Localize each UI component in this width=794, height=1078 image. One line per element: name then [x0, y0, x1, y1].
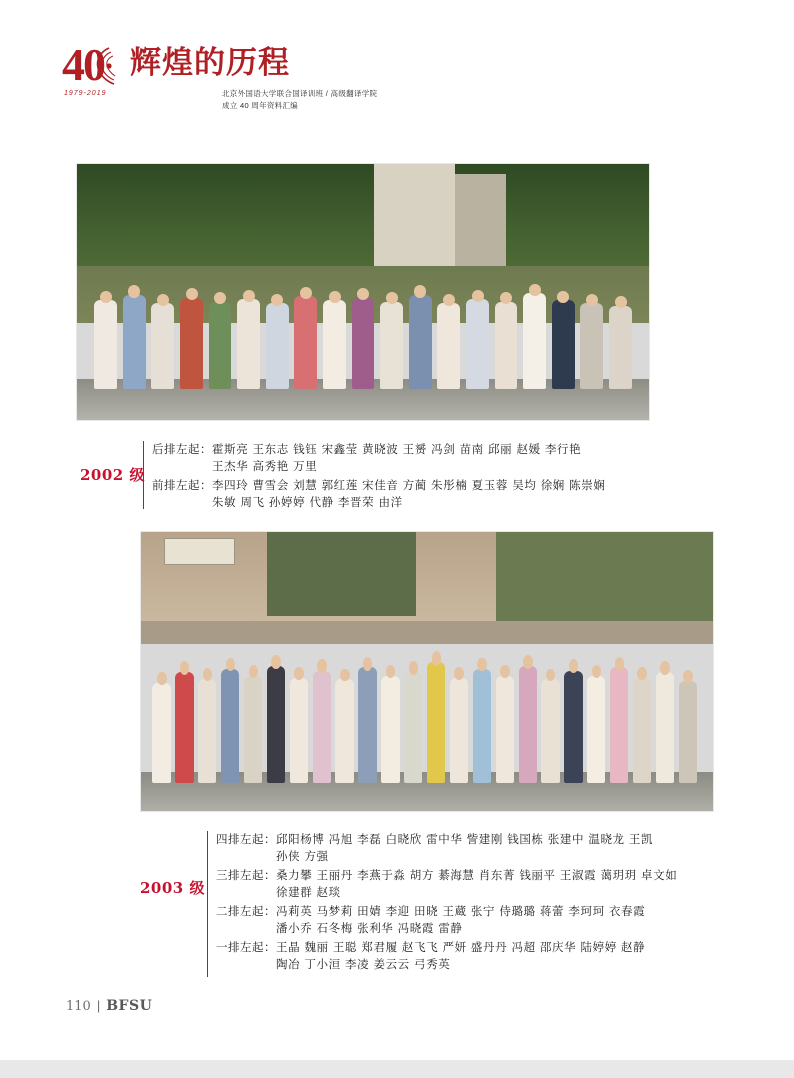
- document-subtitle-line2: 成立 40 周年资料汇编: [222, 101, 299, 110]
- caption-row: [216, 939, 716, 973]
- class-photo-2003: [140, 531, 714, 812]
- photo-person: [656, 672, 674, 783]
- caption-row-names: [212, 477, 682, 511]
- photo-person: [244, 676, 262, 783]
- photo-person: [380, 302, 403, 389]
- photo-person: [450, 678, 468, 784]
- caption-block-2002: [152, 441, 682, 513]
- photo-person: [580, 303, 603, 389]
- photo-person: [180, 298, 203, 390]
- caption-row: [152, 477, 682, 511]
- photo-person: [294, 296, 317, 389]
- photo-person: [552, 300, 575, 389]
- photo-person: [427, 662, 445, 783]
- photo-person: [541, 679, 559, 783]
- photo-person: [587, 676, 605, 783]
- photo-crowd-2002: [77, 246, 649, 389]
- photo-person: [679, 681, 697, 783]
- caption-row-names: [276, 867, 716, 901]
- photo-person: [313, 671, 331, 783]
- footer-brand: BFSU: [106, 998, 153, 1014]
- caption-line: 邱阳杨博 冯旭 李磊 白晓欣 雷中华 訾建刚 钱国栋 张建中 温晓龙 王凯: [276, 832, 654, 846]
- year-label-2002: 2002 级: [80, 466, 145, 484]
- photo-plaque: [164, 538, 235, 565]
- photo-person: [437, 303, 460, 389]
- caption-line: 朱敏 周飞 孙婷婷 代静 李晋荣 由洋: [212, 495, 403, 509]
- photo-person: [609, 306, 632, 389]
- photo-person: [151, 303, 174, 389]
- photo-person: [123, 295, 146, 390]
- caption-line: 霍斯亮 王东志 钱钰 宋鑫莹 黄晓波 王赟 冯剑 苗南 邱丽 赵媛 李行艳: [212, 442, 582, 456]
- photo-person: [358, 667, 376, 783]
- photo-person: [94, 300, 117, 389]
- photo-person: [209, 302, 232, 389]
- document-subtitle-line1: 北京外国语大学联合国译训班 / 高级翻译学院: [222, 89, 378, 98]
- caption-line: 李四玲 曹雪会 刘慧 郭红莲 宋佳音 方蔺 朱彤楠 夏玉蓉 吴均 徐娴 陈崇娴: [212, 478, 606, 492]
- photo-person: [473, 669, 491, 783]
- photo-person: [495, 302, 518, 389]
- photo-person: [152, 683, 170, 783]
- photo-person: [237, 299, 260, 389]
- document-title: 辉煌的历程: [130, 45, 290, 81]
- caption-row-names: [212, 441, 682, 475]
- photo-person: [519, 666, 537, 784]
- photo-person: [409, 295, 432, 390]
- photo-person: [290, 678, 308, 784]
- caption-rule-2003: [207, 831, 208, 977]
- caption-row: [216, 831, 716, 865]
- photo-person: [404, 672, 422, 783]
- caption-row-head: 一排左起：: [216, 940, 276, 954]
- caption-row: [216, 903, 716, 937]
- caption-row-head: 四排左起：: [216, 832, 276, 846]
- caption-row-head: 后排左起：: [152, 442, 212, 456]
- caption-line: 王杰华 高秀艳 万里: [212, 459, 318, 473]
- photo-person: [266, 303, 289, 389]
- photo-person: [466, 299, 489, 389]
- photo-person: [352, 298, 375, 390]
- caption-row: [216, 867, 716, 901]
- year-label-2003: 2003 级: [140, 879, 205, 897]
- photo-person: [175, 672, 193, 783]
- anniversary-years: 1979-2019: [64, 90, 107, 97]
- caption-line: 桑力攀 王丽丹 李燕于淼 胡方 綦海慧 肖东菁 钱丽平 王淑霞 蔼玥玥 卓文如: [276, 868, 678, 882]
- caption-row: [152, 441, 682, 475]
- photo-person: [633, 678, 651, 784]
- photo-foliage: [267, 532, 416, 616]
- photo-person: [335, 679, 353, 783]
- photo-person: [267, 666, 285, 784]
- caption-row-names: [276, 903, 716, 937]
- photo-crowd-2003: [141, 610, 713, 783]
- caption-line: 陶冶 丁小洹 李凌 姜云云 弓秀英: [276, 957, 451, 971]
- caption-row-head: 三排左起：: [216, 868, 276, 882]
- caption-row-head: 二排左起：: [216, 904, 276, 918]
- photo-person: [221, 669, 239, 783]
- photo-person: [381, 676, 399, 783]
- document-header: [62, 39, 482, 110]
- swirl-logo-icon: [92, 46, 126, 86]
- caption-line: 冯莉英 马梦莉 田婧 李迎 田晓 王蔵 张宁 侍璐璐 蒋蕾 李珂珂 衣春霞: [276, 904, 646, 918]
- photo-person: [523, 293, 546, 389]
- photo-person: [323, 300, 346, 389]
- photo-person: [198, 679, 216, 783]
- page-bottom-edge: [0, 1060, 794, 1078]
- photo-person: [496, 676, 514, 783]
- caption-line: 王晶 魏丽 王聪 郑君履 赵飞飞 严妍 盛丹丹 冯超 邵庆华 陆婷婷 赵静: [276, 940, 646, 954]
- footer-separator: |: [96, 998, 101, 1013]
- anniversary-number: 40: [62, 39, 104, 90]
- caption-line: 徐建群 赵琰: [276, 885, 341, 899]
- caption-row-head: 前排左起：: [152, 478, 212, 492]
- caption-row-names: [276, 831, 716, 865]
- caption-block-2003: [216, 831, 716, 975]
- caption-line: 潘小乔 石冬梅 张利华 冯晓霞 雷静: [276, 921, 463, 935]
- caption-row-names: [276, 939, 716, 973]
- photo-person: [564, 671, 582, 783]
- caption-line: 孙侠 方强: [276, 849, 329, 863]
- page-footer: [66, 998, 152, 1014]
- page-number: 110: [66, 999, 91, 1014]
- class-photo-2002: [76, 163, 650, 421]
- photo-person: [610, 667, 628, 783]
